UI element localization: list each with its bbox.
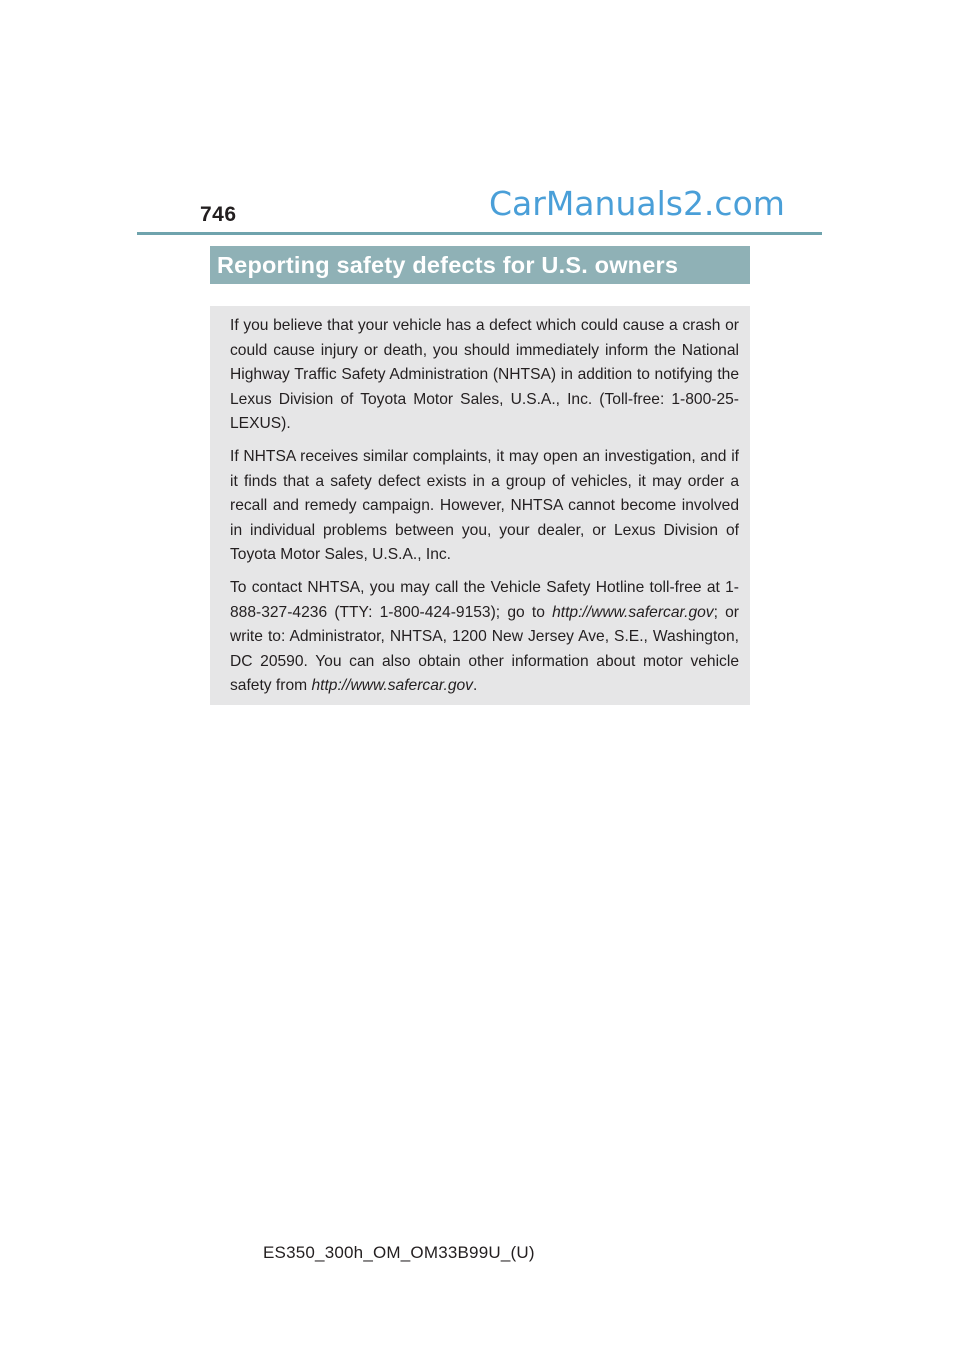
safercar-link[interactable]: http://www.safercar.gov (552, 603, 714, 621)
contact-text-end: . (472, 677, 478, 695)
contact-text-middle: ; or write to: Administrator, NHTSA, 1200 New Jersey Ave, S.E., Washington, DC 20590. You can also obtain other information about motor vehicle safety from (230, 603, 739, 695)
footer-document-code: ES350_300h_OM_OM33B99U_(U) (263, 1243, 535, 1262)
page-number: 746 (200, 203, 237, 226)
watermark-logo: CarManuals2.com (489, 184, 785, 223)
paragraph-report-defect: If you believe that your vehicle has a defect which could cause a crash or could cause injury or death, you should immediately inform the National Highway Traffic Safety Administration (NHTSA) in addition to notifying the Lexus Division of Toyota Motor Sales, U.S.A., Inc. (Toll-free: 1-800-25-LEXUS). (230, 317, 739, 433)
section-title: Reporting safety defects for U.S. owners (217, 251, 679, 278)
header-divider (137, 232, 822, 235)
paragraph-contact-nhtsa (230, 576, 739, 699)
safercar-link-2[interactable]: http://www.safercar.gov (311, 677, 473, 695)
contact-text-start: To contact NHTSA, you may call the Vehicle Safety Hotline toll-free at 1-888-327-4236 (TTY: 1-800-424-9153); go to (230, 578, 739, 621)
info-box (210, 306, 750, 705)
paragraph-investigation: If NHTSA receives similar complaints, it may open an investigation, and if it finds that a safety defect exists in a group of vehicles, it may order a recall and remedy campaign. However, NHTSA cannot become involved in individual problems between you, your dealer, or Lexus Division of Toyota Motor Sales, U.S.A., Inc. (230, 447, 739, 564)
section-header (210, 246, 750, 284)
